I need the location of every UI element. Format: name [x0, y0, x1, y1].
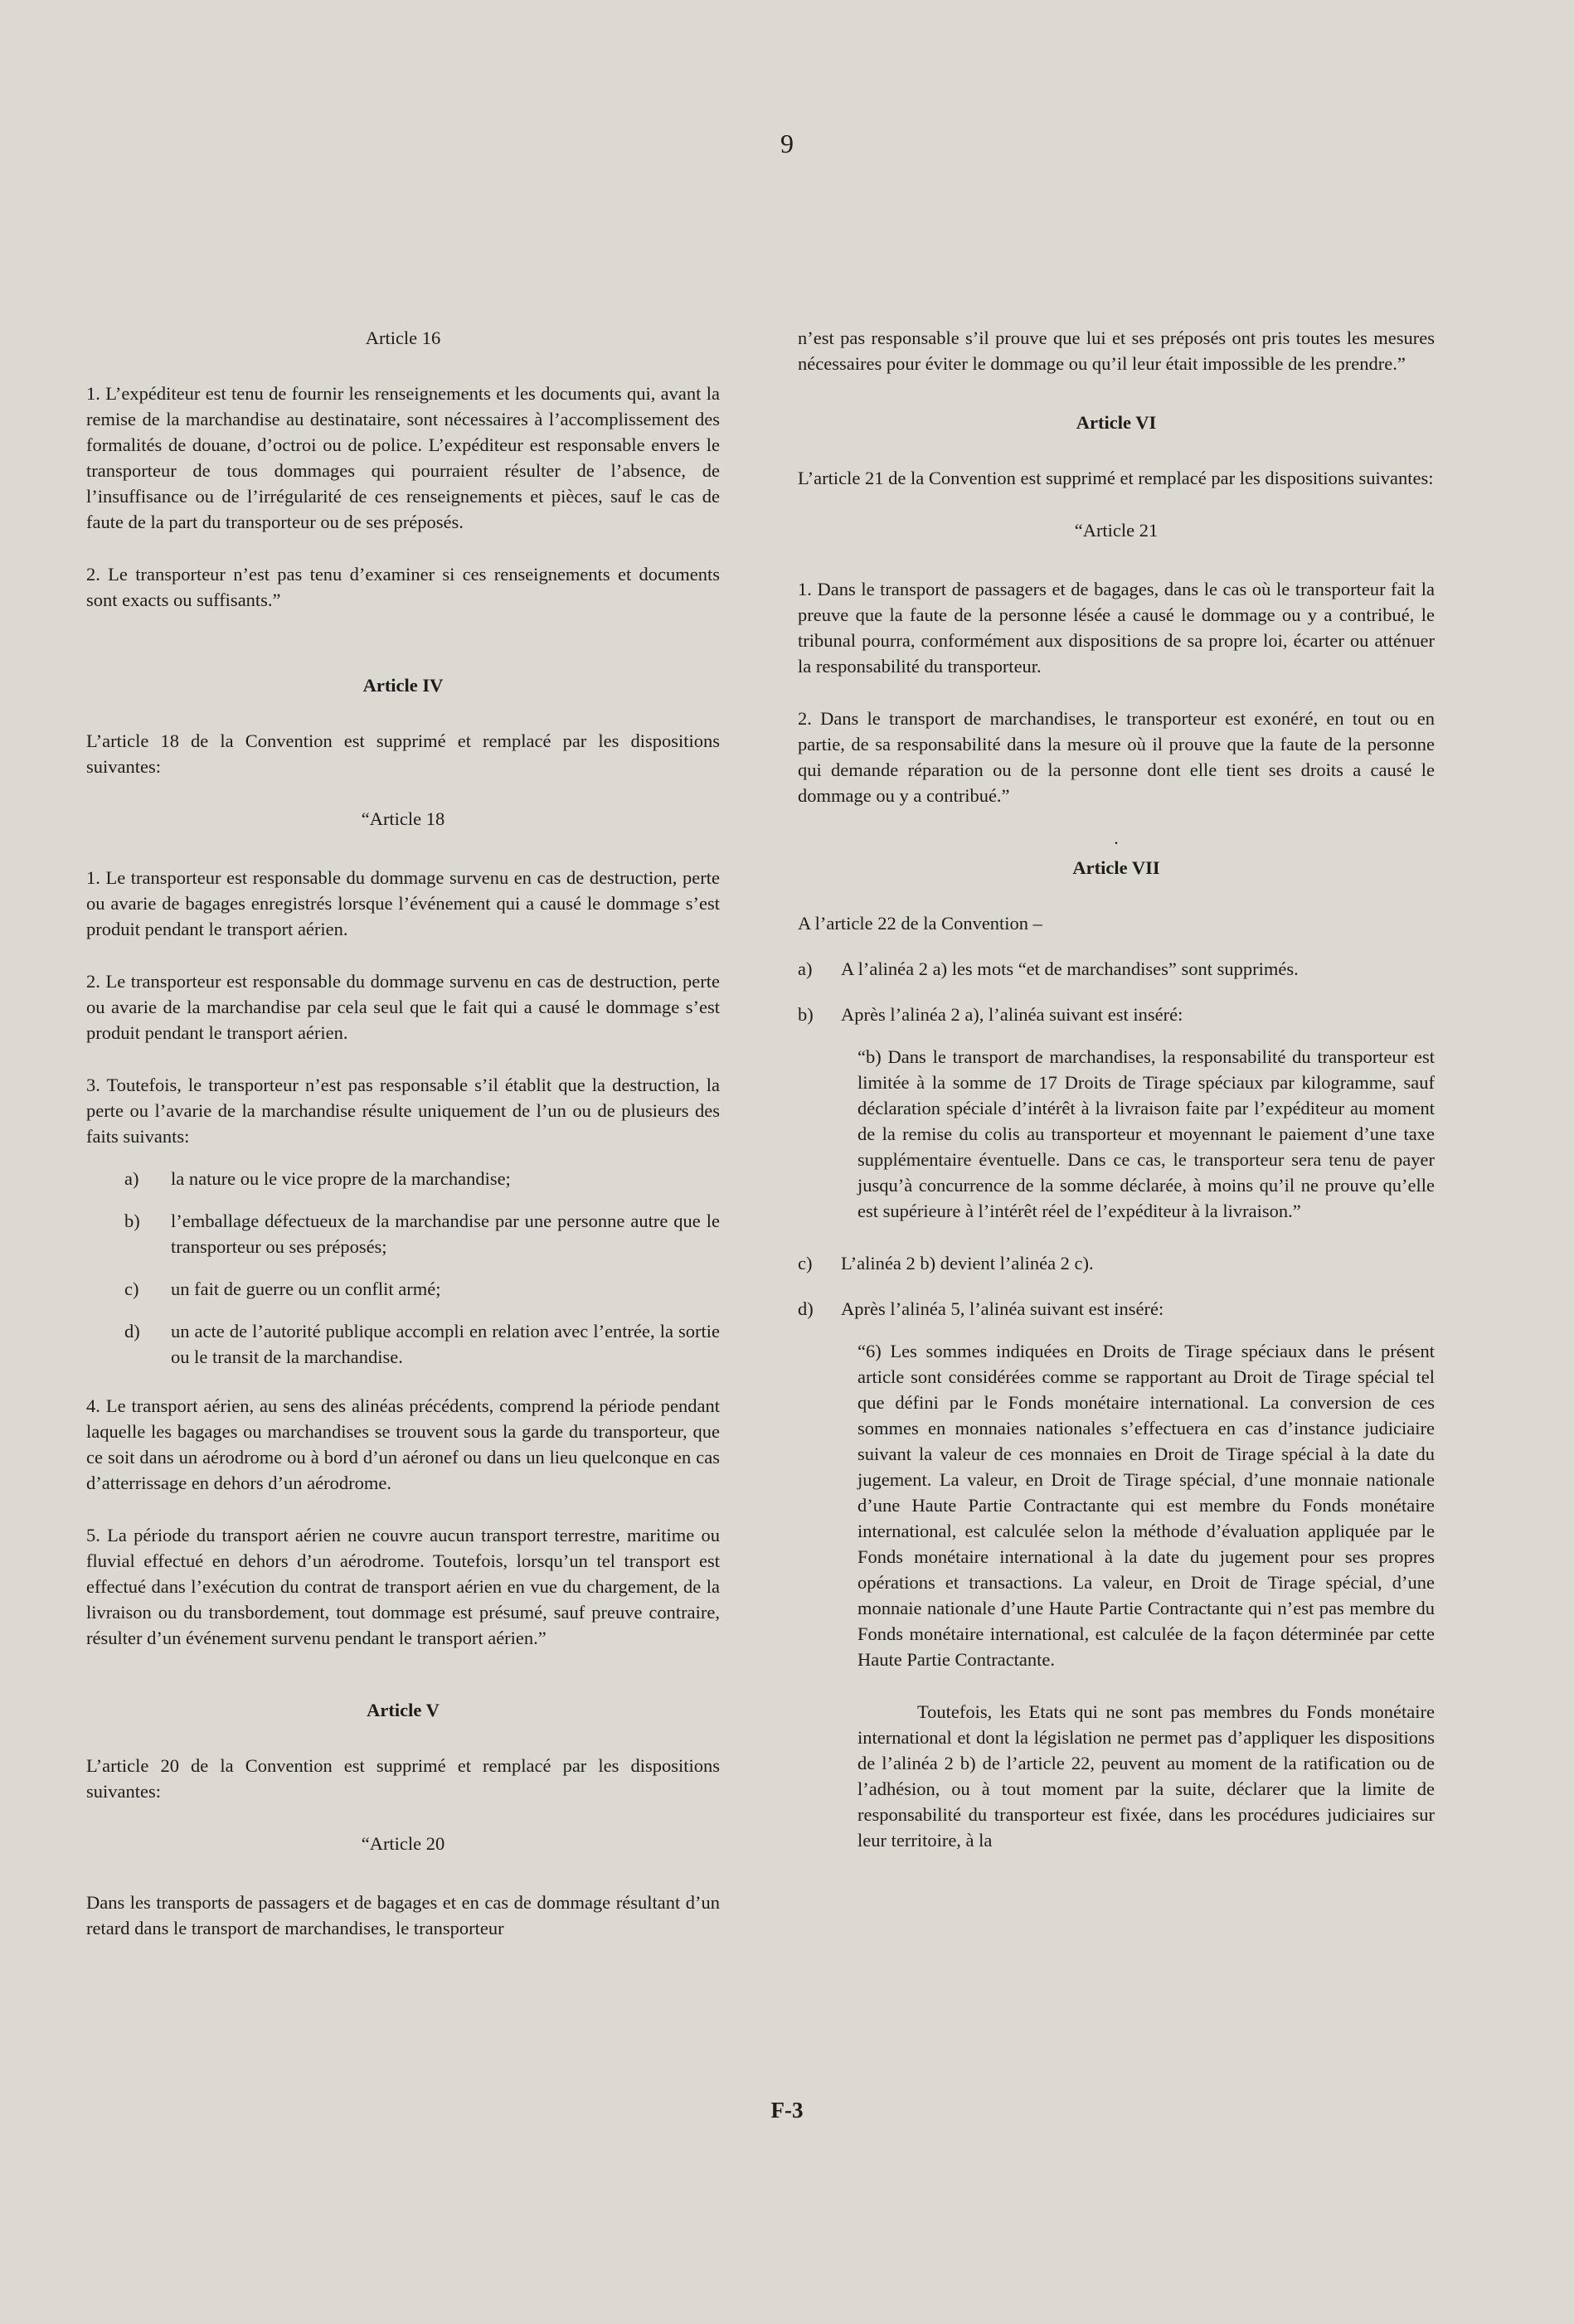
article-21-paragraph-2: 2. Dans le transport de marchandises, le transporteur est exonéré, en tout ou en partie, de sa responsabilité dans la mesure où il prouve que la faute de la personne qui demande réparation ou de la personne dont elle tient ses droits a causé le dommage ou y a contribué.” — [798, 708, 1435, 806]
article-18-paragraph-2: 2. Le transporteur est responsable du dommage survenu en cas de destruction, perte ou avarie de la marchandise par cela seul que le fait qui a causé le dommage s’est produit pendant le transport aérien. — [86, 971, 720, 1043]
list-item-label: a) — [798, 958, 813, 979]
article-18-paragraph-1: 1. Le transporteur est responsable du dommage survenu en cas de destruction, perte ou avarie de bagages enregistrés lorsque l’événement qui a causé le dommage s’est produit pendant le transport aérien. — [86, 867, 720, 939]
list-item-text: un fait de guerre ou un conflit armé; — [171, 1278, 441, 1299]
list-item-text: un acte de l’autorité publique accompli en relation avec l’entrée, la sortie ou le transit de la marchandise. — [171, 1321, 720, 1367]
article-18-paragraph-4: 4. Le transport aérien, au sens des alinéas précédents, comprend la période pendant laquelle les bagages ou marchandises se trouvent sous la garde du transporteur, que ce soit dans un aérodrome ou à bord d’un aéronef ou dans un lieu quelconque en cas d’atterrissage en dehors d’un aérodrome. — [86, 1395, 720, 1493]
list-item — [124, 1276, 720, 1302]
article-iv-intro: L’article 18 de la Convention est supprimé et remplacé par les dispositions suivantes: — [86, 730, 720, 777]
article-vii-heading: Article VII — [1072, 857, 1160, 878]
article-18-heading: “Article 18 — [361, 808, 445, 829]
article-18-list — [124, 1166, 720, 1370]
list-item — [798, 1250, 1435, 1276]
article-16-paragraph-2: 2. Le transporteur n’est pas tenu d’examiner si ces renseignements et documents sont exacts ou suffisants.” — [86, 564, 720, 610]
quoted-paragraph-b: “b) Dans le transport de marchandises, la responsabilité du transporteur est limitée à la somme de 17 Droits de Tirage spéciaux par kilogramme, sauf déclaration spéciale d’intérêt à la livraison faite par l’expéditeur au moment de la remise du colis au transporteur et moyennant le paiement d’une taxe supplémentaire éventuelle. Dans ce cas, le transporteur sera tenu de payer jusqu’à concurrence de la somme déclarée, à moins qu’il ne prouve qu’elle est supérieure à l’intérêt réel de l’expéditeur à la livraison.” — [857, 1046, 1435, 1221]
article-20-heading: “Article 20 — [361, 1833, 445, 1854]
list-item-text: A l’alinéa 2 a) les mots “et de marchandises” sont supprimés. — [841, 958, 1299, 979]
list-item-label: b) — [124, 1211, 140, 1231]
article-21-paragraph-1: 1. Dans le transport de passagers et de bagages, dans le cas où le transporteur fait la preuve que la faute de la personne lésée a causé le dommage ou y a contribué, le tribunal pourra, conformément aux dispositions de sa propre loi, écarter ou atténuer la responsabilité du transporteur. — [798, 579, 1435, 677]
article-20-paragraph-1: Dans les transports de passagers et de bagages et en cas de dommage résultant d’un retard dans le transport de marchandises, le transporteur — [86, 1892, 720, 1938]
quoted-paragraph-6: “6) Les sommes indiquées en Droits de Tirage spéciaux dans le présent article sont considérées comme se rapportant au Droit de Tirage spécial tel que défini par le Fonds monétaire international. La conversion de ces sommes en monnaies nationales s’effectuera en cas d’instance judiciaire suivant la valeur de ces monnaies en Droit de Tirage spécial à la date du jugement. La valeur, en Droit de Tirage spécial, d’une monnaie nationale d’une Haute Partie Contractante qui est membre du Fonds monétaire international, est calculée selon la méthode d’évaluation appliquée par le Fonds monétaire international à la date du jugement pour ses propres opérations et transactions. La valeur, en Droit de Tirage spécial, d’une monnaie nationale d’une Haute Partie Contractante qui n’est pas membre du Fonds monétaire international, est calculée de la façon déterminée par cette Haute Partie Contractante. — [857, 1341, 1435, 1670]
list-item — [124, 1208, 720, 1259]
page-footer-code: F-3 — [770, 2098, 804, 2123]
article-21-heading: “Article 21 — [1074, 520, 1159, 541]
list-item-text: Après l’alinéa 5, l’alinéa suivant est inséré: — [841, 1298, 1164, 1319]
list-item — [124, 1166, 720, 1191]
list-item-label: b) — [798, 1004, 814, 1025]
list-item — [798, 956, 1435, 982]
list-item-label: a) — [124, 1168, 139, 1189]
list-item-text: Après l’alinéa 2 a), l’alinéa suivant est inséré: — [841, 1004, 1183, 1025]
list-item — [798, 1002, 1435, 1027]
article-18-paragraph-3: 3. Toutefois, le transporteur n’est pas responsable s’il établit que la destruction, la perte ou l’avarie de la marchandise résulte uniquement de l’un ou de plusieurs des faits suivants: — [86, 1075, 720, 1147]
list-item — [124, 1318, 720, 1370]
list-item-text: la nature ou le vice propre de la marchandise; — [171, 1168, 511, 1189]
page-number: 9 — [780, 129, 794, 158]
article-16-paragraph-1: 1. L’expéditeur est tenu de fournir les renseignements et les documents qui, avant la remise de la marchandise au destinataire, sont nécessaires à l’accomplissement des formalités de douane, d’octroi ou de police. L’expéditeur est responsable envers le transporteur de tous dommages qui pourraient résulter de l’absence, de l’insuffisance ou de l’irrégularité de ces renseignements et pièces, sauf le cas de faute de la part du transporteur ou de ses préposés. — [86, 383, 720, 532]
list-item-label: d) — [124, 1321, 140, 1342]
article-v-heading: Article V — [367, 1700, 440, 1720]
article-v-intro: L’article 20 de la Convention est supprimé et remplacé par les dispositions suivantes: — [86, 1755, 720, 1802]
article-20-continuation: n’est pas responsable s’il prouve que lui et ses préposés ont pris toutes les mesures nécessaires pour éviter le dommage ou qu’il leur était impossible de les prendre.” — [798, 327, 1435, 374]
right-column — [798, 325, 1435, 1880]
list-item-label: d) — [798, 1298, 814, 1319]
article-vi-heading: Article VI — [1076, 412, 1157, 433]
separator-dot: · — [1113, 832, 1120, 853]
article-iv-heading: Article IV — [362, 675, 444, 696]
quoted-paragraph-6-continued: Toutefois, les Etats qui ne sont pas membres du Fonds monétaire international et dont la législation ne permet pas d’appliquer les dispositions de l’alinéa 2 b) de l’article 22, peuvent au moment de la ratification ou de l’adhésion, ou à tout moment par la suite, déclarer que la limite de responsabilité du transporteur est fixée, dans les procédures judiciaires sur leur territoire, à la — [857, 1701, 1435, 1851]
list-item-label: c) — [798, 1253, 813, 1274]
article-16-heading: Article 16 — [365, 327, 441, 348]
list-item-text: L’alinéa 2 b) devient l’alinéa 2 c). — [841, 1253, 1094, 1274]
list-item — [798, 1296, 1435, 1322]
left-column — [86, 325, 720, 1967]
article-18-paragraph-5: 5. La période du transport aérien ne couvre aucun transport terrestre, maritime ou fluvial effectué en dehors d’un aérodrome. Toutefois, lorsqu’un tel transport est effectué dans l’exécution du contrat de transport aérien en vue du chargement, de la livraison ou du transbordement, tout dommage est présumé, sauf preuve contraire, résulter d’un événement survenu pendant le transport aérien.” — [86, 1525, 720, 1648]
list-item-text: l’emballage défectueux de la marchandise par une personne autre que le transporteur ou ses préposés; — [171, 1211, 720, 1257]
article-vii-intro: A l’article 22 de la Convention – — [798, 913, 1042, 934]
article-vi-intro: L’article 21 de la Convention est supprimé et remplacé par les dispositions suivantes: — [798, 468, 1434, 488]
list-item-label: c) — [124, 1278, 139, 1299]
